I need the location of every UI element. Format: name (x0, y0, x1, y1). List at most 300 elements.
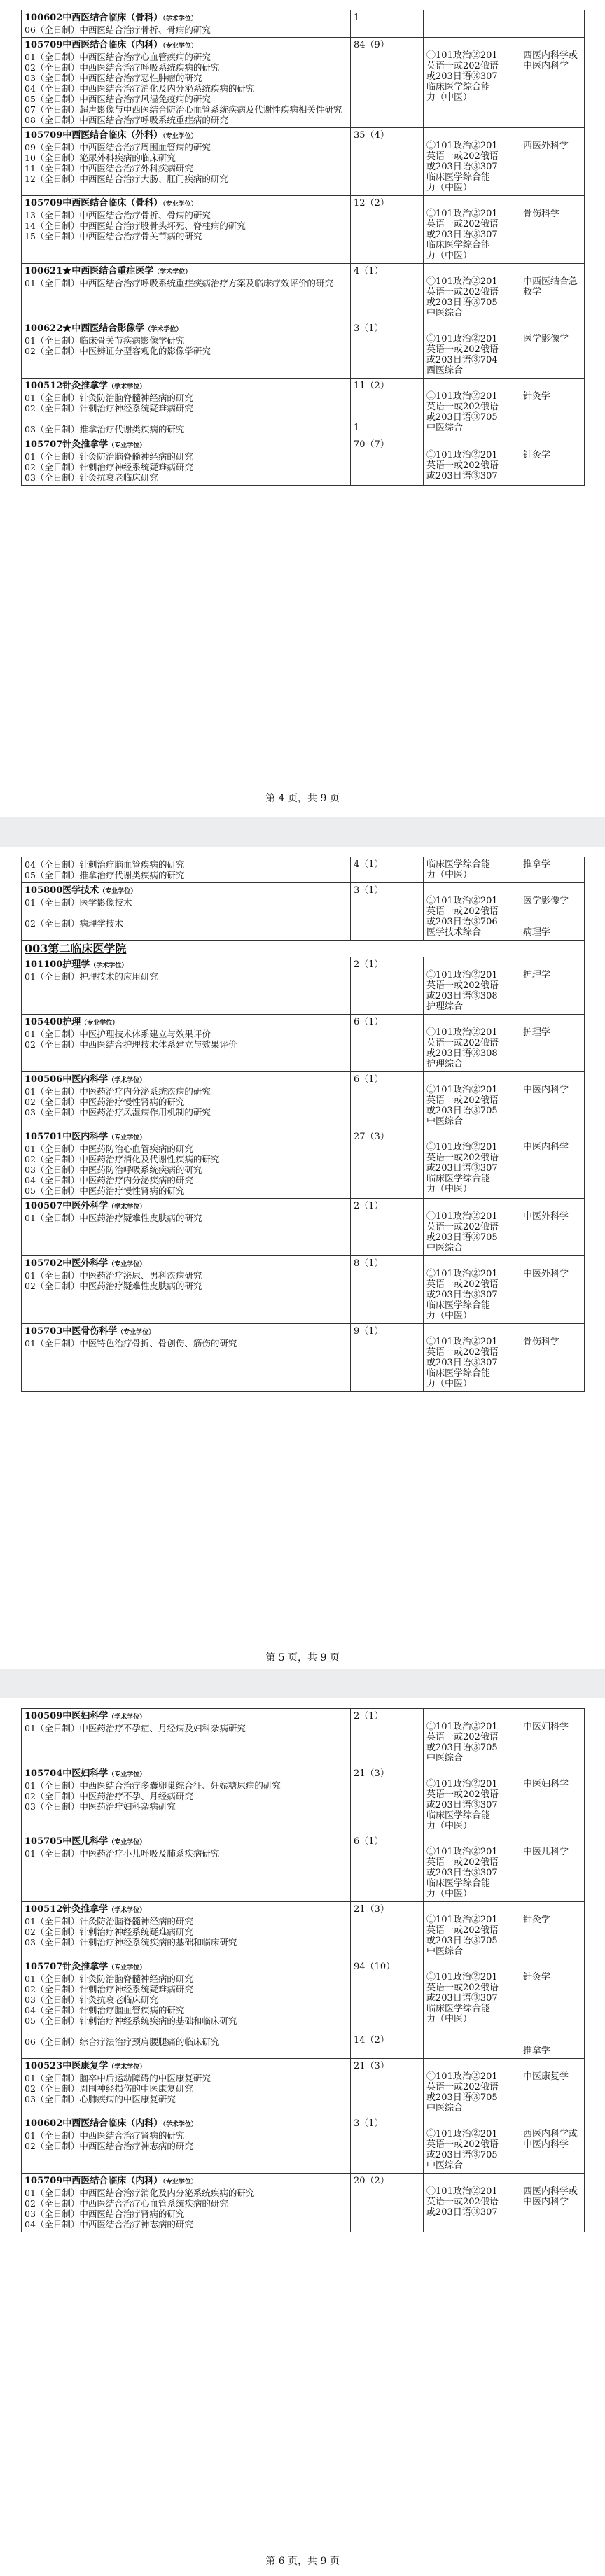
degree-type: （学术学位） (153, 269, 192, 276)
table-row (22, 1324, 585, 1392)
exam-subject-line: ①101政治②201 (426, 1211, 498, 1222)
degree-type: （专业学位） (108, 1839, 146, 1846)
spacer (426, 130, 517, 141)
research-direction: 05（全日制）针刺治疗神经系统疾病的基础和临床研究 (25, 2015, 237, 2026)
exam-subject-line: 英语一或202俄语 (426, 219, 499, 230)
program-cell (22, 1834, 351, 1902)
enrollment-cell (351, 883, 424, 941)
enrollment-cell (351, 857, 424, 883)
table-row (22, 1902, 585, 1959)
exam-subjects-cell (424, 38, 520, 128)
major-title (25, 1258, 347, 1270)
enrollment-count: 2（1） (354, 1711, 384, 1722)
exam-subject-line: 或203日语③705 (426, 297, 498, 308)
spacer (523, 381, 581, 391)
exam-subject-line: 或203日语③704 (426, 355, 498, 365)
research-direction: 07（全日制）超声影像与中西医结合防治心血管系统疾病及代谢性疾病相关性研究 (25, 104, 342, 115)
exam-subject-line: ①101政治②201 (426, 1269, 498, 1279)
research-direction: 06（全日制）综合疗法治疗颈肩腰腿痛的临床研究 (25, 2036, 220, 2047)
exam-subject-line: 或203日语③705 (426, 412, 498, 423)
enrollment-count: 6（1） (354, 1017, 384, 1027)
major-name: 中医外科学 (62, 1258, 109, 1269)
exam-subject-line: 英语一或202俄语 (426, 1857, 499, 1868)
exam-subject-line: ①101政治②201 (426, 970, 498, 980)
major-name: 中医骨伤科学 (62, 1326, 118, 1337)
degree-type: （学术学位） (144, 326, 183, 333)
major-code: 100506 (25, 1074, 63, 1085)
major-name: 护理 (62, 1017, 81, 1027)
retest-subject-secondary: 推拿学 (523, 859, 551, 870)
major-title (25, 439, 347, 451)
enrollment-count: 94（10） (354, 1962, 396, 1972)
exam-subject-line: ①101政治②201 (426, 276, 498, 287)
exam-subject-line: 中医综合 (426, 2160, 464, 2171)
enrollment-cell (351, 38, 424, 128)
major-title (25, 1962, 347, 1973)
major-name: 中医妇科学 (62, 1768, 109, 1779)
retest-subject-cell (520, 128, 585, 196)
spacer (523, 885, 581, 896)
research-direction: 01（全日制）针灸防治脑脊髓神经病的研究 (25, 1916, 193, 1927)
research-direction: 09（全日制）中西医结合治疗周围血管病的研究 (25, 142, 211, 153)
enrollment-cell (351, 1015, 424, 1072)
exam-subjects-cell (424, 10, 520, 38)
major-code: 105704 (25, 1768, 63, 1779)
enrollment-count-secondary: 14（2） (354, 2035, 389, 2046)
spacer (354, 1972, 420, 2035)
exam-subject-line: 力（中医） (426, 1889, 473, 1899)
spacer (426, 1132, 517, 1142)
exam-subject-line: 或203日语③705 (426, 1936, 498, 1946)
table-row (22, 2059, 585, 2116)
table-row (22, 883, 585, 941)
major-name: 针灸推拿学 (62, 1904, 109, 1915)
major-name: 中西医结合临床（内科） (62, 40, 163, 50)
exam-subjects-cell (424, 1709, 520, 1766)
enrollment-cell (351, 437, 424, 486)
major-name: ★中西医结合重症医学 (62, 266, 154, 276)
major-title (25, 1201, 347, 1213)
page-footer: 第 4 页，共 9 页 (265, 793, 340, 804)
retest-subject: 西医内科学或中医内科学 (523, 2129, 578, 2150)
enrollment-cell (351, 1324, 424, 1392)
exam-subjects-cell (424, 321, 520, 379)
exam-subject-line: 或203日语③307 (426, 1290, 498, 1300)
exam-subject-line: 英语一或202俄语 (426, 460, 499, 471)
retest-subject-secondary: 推拿学 (523, 2046, 551, 2056)
research-direction: 13（全日制）中西医结合治疗骨折、骨病的研究 (25, 210, 211, 220)
table-row (22, 321, 585, 379)
research-direction: 01（全日制）中医药治疗疑难性皮肤病的研究 (25, 1213, 202, 1223)
spacer (523, 1711, 581, 1722)
table-row (22, 857, 585, 883)
research-direction: 01（全日制）中医药治疗小儿呼吸及肺系疾病研究 (25, 1848, 220, 1859)
spacer (426, 2176, 517, 2186)
exam-subjects-cell (424, 264, 520, 321)
exam-subject-line: 医学技术综合 (426, 927, 482, 938)
retest-subject-cell (520, 1072, 585, 1129)
major-title (25, 1326, 347, 1338)
major-code: 105702 (25, 1258, 63, 1269)
major-code: 105400 (25, 1017, 63, 1027)
exam-subject-line: 西医综合 (426, 365, 464, 376)
major-code: 105709 (25, 198, 63, 209)
major-name: 中西医结合临床（骨科） (62, 198, 163, 209)
degree-type: （专业学位） (108, 1261, 146, 1268)
table-row (22, 10, 585, 38)
research-direction: 14（全日制）中西医结合治疗股骨头坏死、脊柱病的研究 (25, 220, 246, 231)
exam-subjects-cell (424, 1015, 520, 1072)
exam-subject-line: ①101政治②201 (426, 2186, 498, 2197)
enrollment-count: 21（3） (354, 1768, 389, 1779)
spacer (426, 1258, 517, 1269)
exam-subject-line: 英语一或202俄语 (426, 1789, 499, 1800)
spacer (523, 2061, 581, 2071)
research-direction: 01（全日制）针灸防治脑脊髓神经病的研究 (25, 393, 193, 403)
exam-subjects-cell (424, 128, 520, 196)
exam-subject-line: ①101政治②201 (426, 1972, 498, 1983)
retest-subject: 西医外科学 (523, 141, 569, 151)
spacer (25, 2026, 347, 2036)
exam-subject-line: 力（中医） (426, 2014, 473, 2025)
spacer (523, 266, 581, 276)
degree-type: （学术学位） (108, 1907, 146, 1914)
exam-subject-line: 力（中医） (426, 1311, 473, 1321)
retest-subject-cell (520, 1015, 585, 1072)
retest-subject-cell (520, 2116, 585, 2174)
table-row (22, 196, 585, 264)
major-code: 105800 (25, 885, 63, 896)
spacer (426, 1201, 517, 1211)
exam-subject-line: 英语一或202俄语 (426, 344, 499, 355)
exam-subject-line: 英语一或202俄语 (426, 980, 499, 991)
exam-subject-line: 或203日语③705 (426, 1106, 498, 1116)
research-direction: 01（全日制）中西医结合治疗呼吸系统重症疾病治疗方案及临床疗效评价的研究 (25, 278, 333, 288)
major-code: 105707 (25, 439, 63, 450)
spacer (426, 1326, 517, 1337)
enrollment-cell (351, 128, 424, 196)
degree-type: （专业学位） (162, 201, 197, 208)
program-cell (22, 2116, 351, 2174)
degree-type: （专业学位） (108, 1964, 146, 1971)
enrollment-cell (351, 2059, 424, 2116)
exam-subjects-cell (424, 2059, 520, 2116)
exam-subject-line: 中医综合 (426, 423, 464, 433)
table-row (22, 38, 585, 128)
program-cell (22, 1256, 351, 1324)
major-name: 医学技术 (62, 885, 99, 896)
research-direction: 03（全日制）推拿治疗代谢类疾病的研究 (25, 424, 185, 435)
research-direction: 08（全日制）中西医结合治疗呼吸系统重症病的研究 (25, 115, 228, 125)
exam-subjects-cell (424, 1129, 520, 1199)
degree-type: （学术学位） (108, 383, 146, 390)
major-name: 针灸推拿学 (62, 439, 109, 450)
program-cell (22, 883, 351, 941)
enrollment-count: 21（3） (354, 2061, 389, 2071)
program-cell (22, 1199, 351, 1256)
research-direction: 06（全日制）中西医结合治疗骨折、骨病的研究 (25, 24, 211, 35)
program-cell (22, 1709, 351, 1766)
exam-subject-line: ①101政治②201 (426, 1027, 498, 1038)
exam-subjects-cell (424, 1902, 520, 1959)
exam-subject-line: 或203日语③307 (426, 1163, 498, 1174)
exam-subjects-cell (424, 857, 520, 883)
retest-subject: 针灸学 (523, 1915, 551, 1925)
research-direction: 04（全日制）针刺治疗脑血管疾病的研究 (25, 2005, 185, 2015)
retest-subject: 西医内科学或中医内科学 (523, 50, 578, 71)
research-direction: 01（全日制）临床骨关节疾病影像学研究 (25, 335, 185, 346)
spacer (426, 439, 517, 450)
research-direction: 01（全日制）护理技术的应用研究 (25, 971, 158, 982)
exam-subject-line: 临床医学综合能 (426, 859, 491, 870)
exam-subject-line: 护理综合 (426, 1059, 464, 1069)
research-direction: 15（全日制）中西医结合治疗骨关节病的研究 (25, 231, 202, 241)
research-direction: 01（全日制）中医药治疗泌尿、男科疾病研究 (25, 1270, 202, 1281)
spacer (426, 1836, 517, 1847)
research-direction: 03（全日制）针灸抗衰老临床研究 (25, 472, 158, 483)
exam-subject-line: 或203日语③705 (426, 1232, 498, 1243)
enrollment-count: 9（1） (354, 1326, 384, 1337)
retest-subject: 中医内科学 (523, 1142, 569, 1153)
major-title (25, 13, 347, 24)
research-direction: 01（全日制）中西医结合治疗多囊卵巢综合征、妊娠糖尿病的研究 (25, 1780, 281, 1791)
program-cell (22, 196, 351, 264)
degree-type: （专业学位） (162, 133, 197, 140)
research-direction: 02（全日制）中医药治疗疑难性皮肤病的研究 (25, 1281, 202, 1291)
exam-subject-line: 临床医学综合能 (426, 1810, 491, 1821)
exam-subject-line: ①101政治②201 (426, 2071, 498, 2082)
program-cell (22, 321, 351, 379)
research-direction: 03（全日制）中西医结合治疗恶性肿瘤的研究 (25, 73, 202, 83)
enrollment-cell (351, 196, 424, 264)
spacer (523, 2118, 581, 2129)
exam-subject-line: ①101政治②201 (426, 1779, 498, 1789)
spacer (523, 198, 581, 209)
major-title (25, 1074, 347, 1086)
table-row (22, 1834, 585, 1902)
major-title (25, 1768, 347, 1780)
exam-subject-line: 英语一或202俄语 (426, 1095, 499, 1106)
exam-subject-line: 或203日语③307 (426, 162, 498, 172)
exam-subject-line: 英语一或202俄语 (426, 1983, 499, 1993)
major-code: 100512 (25, 381, 63, 391)
retest-subject-secondary: 病理学 (523, 927, 551, 938)
program-cell (22, 1902, 351, 1959)
research-direction: 02（全日制）中西医结合护理技术体系建立与效果评价 (25, 1039, 237, 1050)
table-row (22, 128, 585, 196)
spacer (523, 1258, 581, 1269)
exam-subject-line: 中医综合 (426, 1946, 464, 1957)
retest-subject: 针灸学 (523, 450, 551, 460)
retest-subject-cell (520, 2174, 585, 2232)
exam-subjects-cell (424, 2174, 520, 2232)
exam-subject-line: 中医综合 (426, 1753, 464, 1764)
enrollment-count: 27（3） (354, 1132, 389, 1142)
research-direction: 01（全日制）中西医结合治疗肾病的研究 (25, 2130, 185, 2141)
exam-subjects-cell (424, 1766, 520, 1834)
spacer (426, 2118, 517, 2129)
program-cell (22, 1324, 351, 1392)
program-cell (22, 1015, 351, 1072)
page-4 (0, 0, 605, 817)
major-title (25, 959, 347, 971)
enrollment-count: 2（1） (354, 1201, 384, 1211)
enrollment-cell (351, 1709, 424, 1766)
exam-subjects-cell (424, 1199, 520, 1256)
exam-subject-line: ①101政治②201 (426, 141, 498, 151)
major-title (25, 381, 347, 393)
major-name: 中医康复学 (62, 2061, 109, 2071)
research-direction: 03（全日制）中医药治疗风湿病作用机制的研究 (25, 1107, 211, 1118)
degree-type: （专业学位） (117, 1329, 155, 1336)
table-row (22, 957, 585, 1015)
exam-subject-line: 中医综合 (426, 1243, 464, 1253)
exam-subject-line: 力（中医） (426, 251, 473, 261)
spacer (523, 959, 581, 970)
exam-subject-line: 中医综合 (426, 2103, 464, 2113)
degree-type: （学术学位） (108, 1077, 146, 1084)
research-direction: 02（全日制）中医药治疗不孕、月经病研究 (25, 1791, 193, 1801)
enrollment-count: 2（1） (354, 959, 384, 970)
retest-subject-cell (520, 264, 585, 321)
exam-subject-line: 力（中医） (426, 1821, 473, 1831)
research-direction: 02（全日制）中西医结合治疗呼吸系统疾病的研究 (25, 62, 220, 73)
research-direction: 01（全日制）医学影像技术 (25, 897, 132, 908)
exam-subject-line: 临床医学综合能 (426, 1300, 491, 1311)
research-direction: 01（全日制）中医药治疗不孕症、月经病及妇科杂病研究 (25, 1723, 246, 1733)
exam-subject-line: 英语一或202俄语 (426, 151, 499, 162)
spacer (523, 130, 581, 141)
table-row (22, 2174, 585, 2232)
spacer (523, 323, 581, 334)
enrollment-count: 3（1） (354, 323, 384, 334)
exam-subject-line: ①101政治②201 (426, 1915, 498, 1925)
retest-subject: 针灸学 (523, 391, 551, 402)
exam-subject-line: 或203日语③705 (426, 1743, 498, 1753)
program-cell (22, 957, 351, 1015)
research-direction: 02（全日制）周围神经损伤的中医康复研究 (25, 2083, 193, 2094)
major-title (25, 1017, 347, 1029)
enrollment-cell (351, 379, 424, 437)
table-row (22, 1072, 585, 1129)
research-direction: 01（全日制）中医特色治疗骨折、骨创伤、筋伤的研究 (25, 1338, 237, 1349)
research-direction: 02（全日制）针刺治疗神经系统疑难病研究 (25, 403, 193, 414)
retest-subject-cell (520, 1834, 585, 1902)
research-direction: 04（全日制）中医药治疗内分泌疾病的研究 (25, 1175, 193, 1185)
page-5 (0, 847, 605, 1669)
exam-subject-line: 或203日语③307 (426, 230, 498, 240)
research-direction: 02（全日制）针刺治疗神经系统疑难病研究 (25, 462, 193, 472)
enrollment-cell (351, 321, 424, 379)
exam-subject-line: 英语一或202俄语 (426, 287, 499, 297)
major-title (25, 198, 347, 210)
research-direction: 01（全日制）针灸防治脑脊髓神经病的研究 (25, 451, 193, 462)
table-row (22, 1766, 585, 1834)
retest-subject: 针灸学 (523, 1972, 551, 1983)
major-title (25, 1132, 347, 1143)
major-title (25, 266, 347, 278)
college-heading: 003第二临床医学院 (22, 941, 585, 957)
exam-subject-line: 力（中医） (426, 1379, 473, 1389)
degree-type: （专业学位） (162, 2179, 197, 2186)
exam-subject-line: 或203日语③307 (426, 1993, 498, 2004)
exam-subject-line: 英语一或202俄语 (426, 2197, 499, 2207)
retest-subject-cell (520, 2059, 585, 2116)
major-title (25, 1836, 347, 1848)
exam-subject-line: ①101政治②201 (426, 1847, 498, 1857)
degree-type: （学术学位） (162, 15, 197, 22)
exam-subject-line: ①101政治②201 (426, 896, 498, 906)
program-cell (22, 437, 351, 486)
enrollment-cell (351, 264, 424, 321)
spacer (426, 40, 517, 50)
major-code: 105701 (25, 1132, 63, 1142)
exam-subject-line: ①101政治②201 (426, 2129, 498, 2139)
exam-subject-line: ①101政治②201 (426, 209, 498, 219)
research-direction: 03（全日制）中医药防治呼吸系统疾病的研究 (25, 1164, 202, 1175)
exam-subject-line: 英语一或202俄语 (426, 1347, 499, 1358)
spacer (426, 1711, 517, 1722)
enrollment-count: 84（9） (354, 40, 389, 50)
enrollment-cell (351, 957, 424, 1015)
enrollment-cell (351, 1766, 424, 1834)
retest-subject: 中医内科学 (523, 1085, 569, 1095)
retest-subject-cell (520, 437, 585, 486)
research-direction: 03（全日制）中西医结合治疗肾病的研究 (25, 2209, 185, 2219)
spacer (354, 391, 420, 423)
research-direction: 10（全日制）泌尿外科疾病的临床研究 (25, 153, 176, 163)
spacer (426, 1962, 517, 1972)
exam-subject-line: 力（中医） (426, 870, 473, 880)
table-row (22, 1256, 585, 1324)
enrollment-count-secondary: 4（1） (354, 859, 384, 870)
exam-subject-line: 或203日语③308 (426, 1048, 498, 1059)
major-code: 100523 (25, 2061, 63, 2071)
major-name: 中医儿科学 (62, 1836, 109, 1847)
table-row (22, 1959, 585, 2059)
major-code: 100509 (25, 1711, 63, 1722)
enrollment-count: 12（2） (354, 198, 389, 209)
retest-subject-cell (520, 1766, 585, 1834)
major-code: 105709 (25, 40, 63, 50)
research-direction: 01（全日制）脑卒中后运动障碍的中医康复研究 (25, 2073, 211, 2083)
exam-subject-line: 或203日语③307 (426, 71, 498, 82)
exam-subject-line: 英语一或202俄语 (426, 1153, 499, 1163)
enrollment-cell (351, 2174, 424, 2232)
program-cell (22, 10, 351, 38)
degree-type: （学术学位） (90, 962, 128, 969)
retest-subject-cell (520, 196, 585, 264)
research-direction: 05（全日制）中西医结合治疗风湿免疫病的研究 (25, 94, 211, 104)
exam-subjects-cell (424, 2116, 520, 2174)
spacer (523, 13, 581, 23)
table-row (22, 379, 585, 437)
exam-subject-line: ①101政治②201 (426, 50, 498, 61)
program-cell (22, 1959, 351, 2059)
program-cell (22, 264, 351, 321)
degree-type: （专业学位） (108, 442, 146, 449)
exam-subjects-cell (424, 1959, 520, 2059)
research-direction: 02（全日制）中西医结合治疗神志病的研究 (25, 2141, 193, 2151)
exam-subject-line: ①101政治②201 (426, 1142, 498, 1153)
enrollment-count: 6（1） (354, 1836, 384, 1847)
spacer (523, 1962, 581, 1972)
degree-type: （专业学位） (99, 888, 137, 895)
major-code: 100512 (25, 1904, 63, 1915)
major-code: 105709 (25, 130, 63, 141)
exam-subject-line: 临床医学综合能 (426, 1368, 491, 1379)
major-name: 中西医结合临床（骨科） (62, 13, 163, 23)
